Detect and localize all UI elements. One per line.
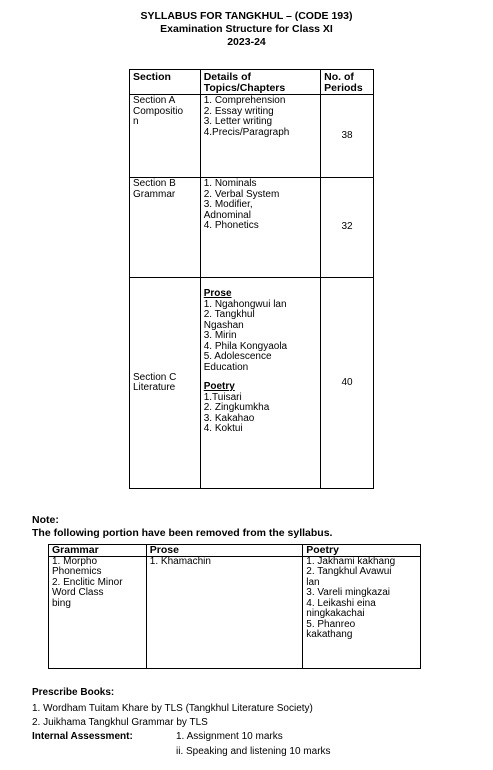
section-cell	[130, 178, 201, 278]
list-item: kakathang	[306, 629, 353, 640]
book-item: 2. Juikhama Tangkhul Grammar by TLS	[32, 717, 208, 728]
detail-item: Ngashan	[203, 319, 244, 331]
document-year: 2023-24	[227, 36, 266, 48]
table-row	[49, 556, 421, 668]
details-cell	[200, 278, 320, 489]
detail-item: 1. Nominals	[203, 178, 257, 189]
detail-item: 1.Tuisari	[203, 391, 242, 403]
section-text: Literature	[133, 382, 176, 393]
table-row	[130, 178, 374, 278]
detail-item: 1. Comprehension	[203, 95, 286, 106]
note-text: The following portion have been removed from the syllabus.	[32, 527, 333, 539]
list-item: 2. Enclitic Minor	[52, 576, 123, 588]
list-item: lan	[306, 576, 320, 588]
poetry-cell	[303, 556, 421, 668]
books-label: Prescribe Books:	[32, 687, 115, 698]
detail-item: 1. Ngahongwui lan	[203, 298, 287, 310]
removed-portion-table	[48, 544, 421, 669]
header-details: Details of Topics/Chapters	[200, 70, 320, 95]
list-item: bing	[52, 597, 71, 609]
book-item: 1. Wordham Tuitam Khare by TLS (Tangkhul Literature Society)	[32, 703, 313, 714]
assessment-item: 1. Assignment 10 marks	[176, 731, 283, 742]
list-item: 1. Morpho	[52, 555, 98, 567]
detail-item: 2. Zingkumkha	[203, 402, 270, 413]
assessment-label: Internal Assessment:	[32, 731, 133, 742]
syllabus-table	[129, 69, 374, 489]
detail-item: Adnominal	[203, 209, 251, 221]
section-text: Section C	[133, 371, 177, 383]
table-header-row	[130, 70, 374, 95]
section-text: Compositio	[133, 105, 184, 117]
poetry-heading: Poetry	[203, 381, 235, 392]
section-text: n	[133, 116, 139, 127]
list-item: 3. Vareli mingkazai	[306, 587, 391, 598]
periods-cell: 40	[321, 278, 374, 489]
detail-item: 2. Tangkhul	[203, 309, 255, 320]
list-item: 2. Tangkhul Avawui	[306, 566, 392, 577]
header-section: Section	[130, 70, 201, 95]
header-grammar: Grammar	[49, 545, 147, 557]
details-cell	[200, 178, 320, 278]
section-text: Grammar	[133, 188, 176, 200]
header-poetry: Poetry	[303, 545, 421, 557]
header-periods: No. of Periods	[321, 70, 374, 95]
detail-item: 3. Modifier,	[203, 199, 253, 210]
detail-item: Education	[203, 361, 249, 373]
list-item: 5. Phanreo	[306, 618, 356, 630]
prose-heading: Prose	[203, 288, 232, 299]
detail-item: 3. Mirin	[203, 330, 237, 341]
list-item: Phonemics	[52, 566, 102, 577]
periods-cell: 32	[321, 178, 374, 278]
detail-item: 3. Kakahao	[203, 412, 255, 424]
header-prose: Prose	[146, 545, 302, 557]
table-row	[130, 278, 374, 489]
prose-cell	[146, 556, 302, 668]
detail-item: 4.Precis/Paragraph	[203, 126, 290, 138]
detail-item: 4. Phonetics	[203, 220, 259, 231]
note-label: Note:	[32, 514, 59, 526]
section-cell	[130, 278, 201, 489]
table-row	[130, 95, 374, 178]
list-item: 1. Jakhami kakhang	[306, 555, 396, 567]
detail-item: 3. Letter writing	[203, 116, 273, 127]
list-item: 4. Leikashi eina	[306, 597, 376, 609]
detail-item: 2. Verbal System	[203, 188, 280, 200]
list-item: ningkakachai	[306, 608, 365, 619]
assessment-item: ii. Speaking and listening 10 marks	[176, 746, 331, 757]
document-title: SYLLABUS FOR TANGKHUL – (CODE 193)	[140, 10, 353, 22]
list-item: Word Class	[52, 587, 104, 598]
section-text: Section B	[133, 178, 176, 189]
section-cell	[130, 95, 201, 178]
detail-item: 2. Essay writing	[203, 105, 274, 117]
detail-item: 5. Adolescence	[203, 351, 272, 362]
periods-cell: 38	[321, 95, 374, 178]
table-header-row	[49, 545, 421, 557]
detail-item: 4. Phila Kongyaola	[203, 340, 288, 352]
grammar-cell	[49, 556, 147, 668]
list-item: 1. Khamachin	[149, 555, 211, 567]
details-cell	[200, 95, 320, 178]
section-text: Section A	[133, 95, 176, 106]
document-subtitle: Examination Structure for Class XI	[160, 23, 333, 35]
detail-item: 4. Koktui	[203, 423, 243, 434]
